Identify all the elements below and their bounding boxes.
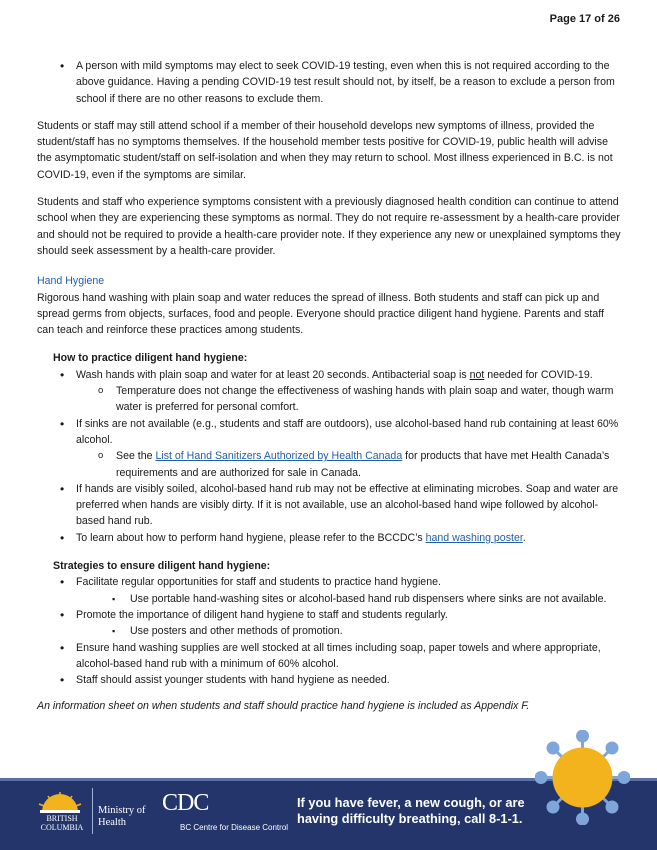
strategy-item-supplies: • Ensure hand washing supplies are well stocked at all times including soap, paper towels and where appropriate, alcohol-based hand rub with a minimum of 60% alcohol. <box>37 640 622 673</box>
strategies-heading: Strategies to ensure diligent hand hygiene: <box>53 560 271 573</box>
how-subitem-temperature: o Temperature does not change the effectiveness of washing hands with plain soap and water, though warm water is preferred for personal comfort. <box>37 383 622 416</box>
document-body <box>37 58 622 726</box>
bccdc-name: BC Centre for Disease Control <box>180 823 289 832</box>
how-item-soiled: • If hands are visibly soiled, alcohol-based hand rub may not be effective at eliminating microbes. Soap and water are preferred when hands are visibly dirty. If it is not available, use an alcohol-based hand wipe followed by alcohol-based hand rub. <box>37 481 622 530</box>
page-number: Page 17 of 26 <box>549 13 620 25</box>
how-item-poster: • To learn about how to perform hand hygiene, please refer to the BCCDC’s hand washing poster. <box>37 530 622 546</box>
how-subitem-sanitizers: o See the List of Hand Sanitizers Authorized by Health Canada for products that have met Health Canada’s requirements and are authorized for sale in Canada. <box>37 448 622 481</box>
ministry-of-health: Ministry of Health <box>98 805 146 828</box>
strategy-item-promote: • Promote the importance of diligent hand hygiene to staff and students regularly. <box>37 607 622 623</box>
paragraph-household: Students or staff may still attend school if a member of their household develops new symptoms of illness, provided the student/staff has no symptoms themselves. If the household member tests positive for COVID-19, public health will advise the asymptomatic student/staff on self-isolation and when they may return to school. Most illness experienced in B.C. is not COVID-19, even if the symptoms are similar. <box>37 119 613 181</box>
how-heading: How to practice diligent hand hygiene: <box>53 352 248 365</box>
strategy-item-assist: • Staff should assist younger students with hand hygiene as needed. <box>37 672 622 688</box>
call-811-callout: If you have fever, a new cough, or are having difficulty breathing, call 8-1-1. <box>297 795 525 826</box>
hand-washing-poster-link[interactable]: hand washing poster <box>425 531 523 544</box>
section-title-hand-hygiene: Hand Hygiene <box>37 275 105 288</box>
paragraph-existing-condition: Students and staff who experience symptoms consistent with a previously diagnosed health condition can continue to attend school when they are experiencing these symptoms as normal. They do not require re-assessment by a health-care provider and should not be required to provide a health-care provider note. If they experience any new or unexplained symptoms they should seek assessment by a health-care provider. <box>37 196 621 257</box>
strategy-subitem-posters: ▪ Use posters and other methods of promotion. <box>37 623 622 639</box>
strategy-subitem-portable: ▪ Use portable hand-washing sites or alcohol-based hand rub dispensers where sinks are not available. <box>37 591 622 607</box>
bc-name: BRITISH COLUMBIA <box>40 814 84 832</box>
paragraph-hand-hygiene: Rigorous hand washing with plain soap and water reduces the spread of illness. Both students and staff can pick up and spread germs from objects, surfaces, food and people. Everyone should practice diligent hand hygiene. Parents and staff can teach and reinforce these practices among students. <box>37 291 604 337</box>
how-item-sinks: • If sinks are not available (e.g., students and staff are outdoors), use alcohol-based hand rub containing at least 60% alcohol. <box>37 416 622 449</box>
bccdc-logo: CDC <box>162 790 209 816</box>
closing-note: An information sheet on when students and staff should practice hand hygiene is included as Appendix F. <box>37 700 530 713</box>
footer-divider <box>92 788 93 834</box>
strategy-item-opportunities: • Facilitate regular opportunities for staff and students to practice hand hygiene. <box>37 574 622 590</box>
virus-icon <box>535 730 630 825</box>
hand-sanitizers-list-link[interactable]: List of Hand Sanitizers Authorized by Health Canada <box>155 450 403 463</box>
bullet-testing: • A person with mild symptoms may elect to seek COVID-19 testing, even when this is not required according to the above guidance. Having a pending COVID-19 test result should not, by itself, be a reason to exclude a person from school if there are no other reasons to exclude them. <box>37 58 622 107</box>
how-item-wash: • Wash hands with plain soap and water for at least 20 seconds. Antibacterial soap is not needed for COVID-19. <box>37 367 622 383</box>
